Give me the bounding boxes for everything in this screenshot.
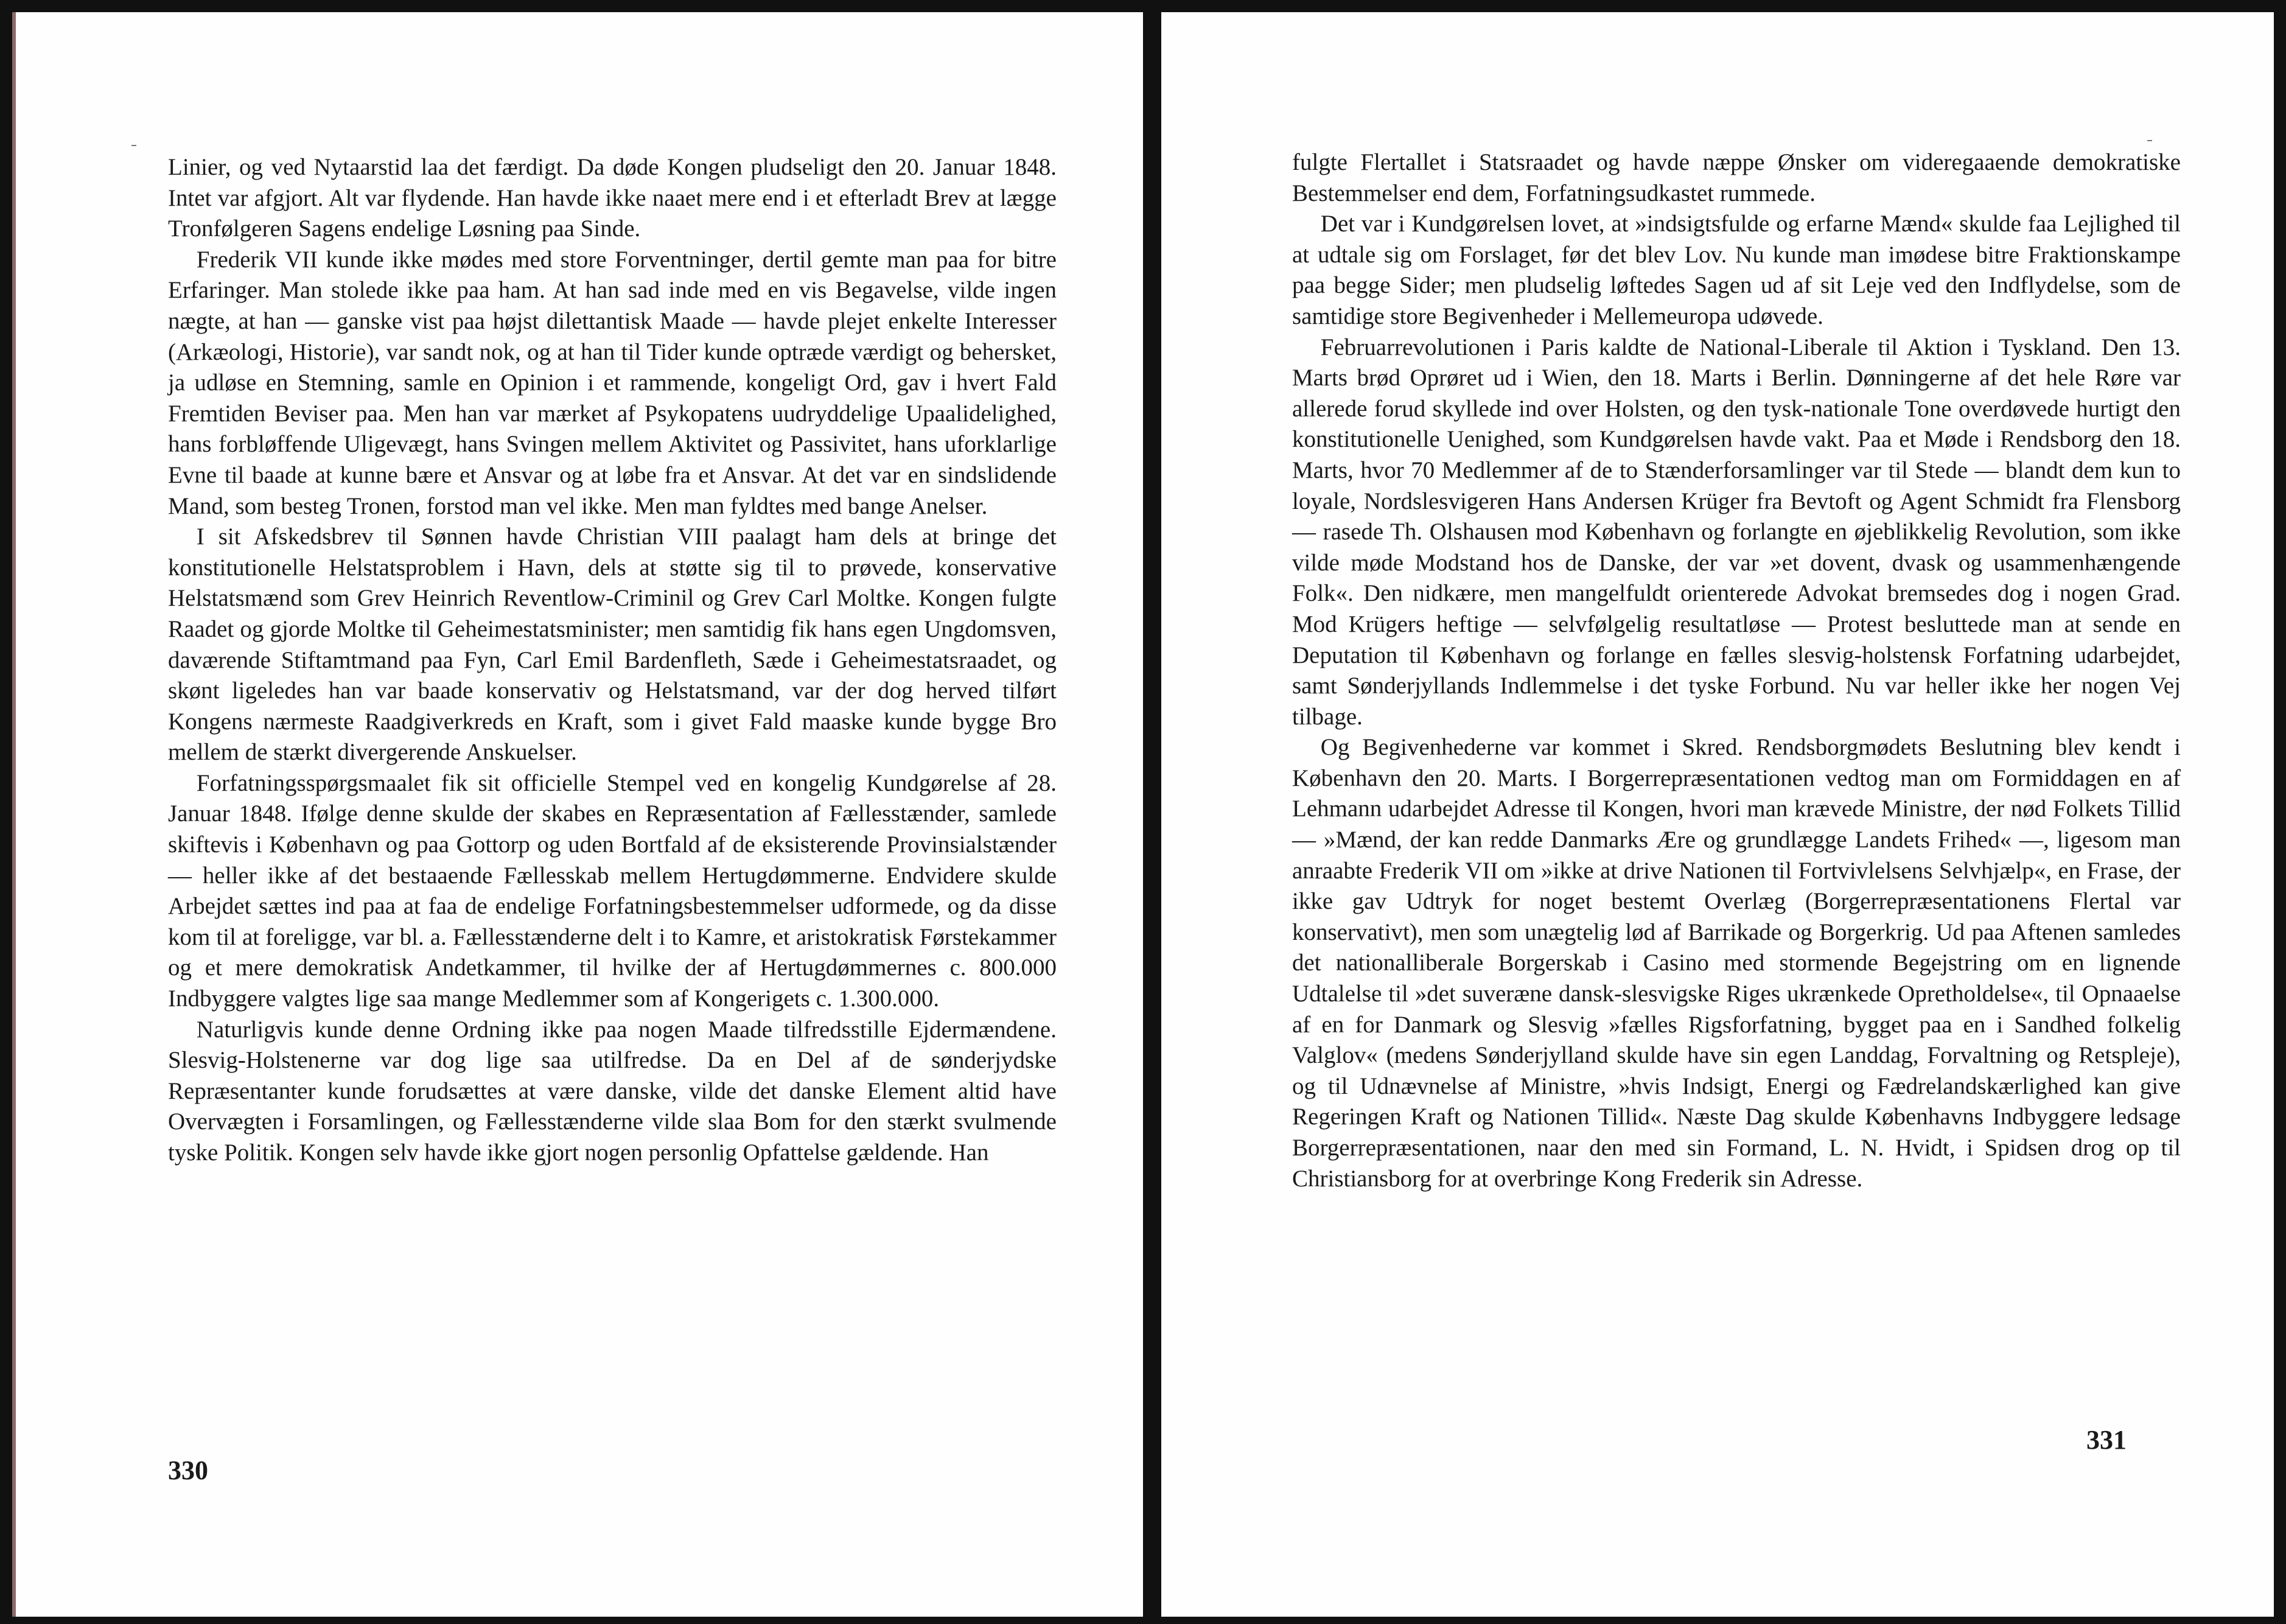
- page-number: 331: [2086, 1425, 2127, 1455]
- margin-mark: [2147, 140, 2152, 141]
- paragraph: Naturligvis kunde denne Ordning ikke paa nogen Maade tilfredsstille Ejdermændene. Slesvig-Holstenerne var dog lige saa utilfredse. Da en Del af de sønderjydske Repræsentanter kunde forudsættes at være danske, vilde det danske Element altid have Overvægten i Forsamlingen, og Fællesstænderne vilde slaa Bom for den stærkt svulmende tyske Politik. Kongen selv havde ikke gjort nogen personlig Opfattelse gældende. Han: [168, 1016, 1057, 1166]
- right-text-column: [1292, 147, 2181, 1194]
- paragraph: Frederik VII kunde ikke mødes med store Forventninger, dertil gemte man paa for bitre Erfaringer. Man stolede ikke paa ham. At han sad inde med en vis Begavelse, vilde ingen nægte, at han — ganske vist paa højst dilettantisk Maade — havde plejet enkelte Interesser (Arkæologi, Historie), var sandt nok, og at han til Tider kunde optræde værdigt og behersket, ja udløse en Stemning, samle en Opinion i et rammende, kongeligt Ord, gav i hvert Fald Fremtiden Beviser paa. Men han var mærket af Psykopatens uudryddelige Upaalidelighed, hans forbløffende Uligevægt, hans Svingen mellem Aktivitet og Passivitet, hans uforklarlige Evne til baade at kunne bære et Ansvar og at løbe fra et Ansvar. At det var en sindslidende Mand, som besteg Tronen, forstod man vel ikke. Men man fyldtes med bange Anelser.: [168, 246, 1057, 519]
- margin-mark: [131, 145, 136, 146]
- paragraph: Februarrevolutionen i Paris kaldte de National-Liberale til Aktion i Tyskland. Den 13. Marts brød Oprøret ud i Wien, den 18. Marts i Berlin. Dønningerne af det hele Røre var allerede forud skyllede ind over Holsten, og den tysk-nationale Tone overdøvede hurtigt den konstitutionelle Uenighed, som Kundgørelsen havde vakt. Paa et Møde i Rendsborg den 18. Marts, hvor 70 Medlemmer af de to Stænderforsamlinger var til Stede — blandt dem kun to loyale, Nordslesvigeren Hans Andersen Krüger fra Bevtoft og Agent Schmidt fra Flensborg — rasede Th. Olshausen mod København og forlangte en øjeblikkelig Revolution, som ikke vilde møde Modstand hos de Danske, der var »et dovent, dvask og usammenhængende Folk«. Den nidkære, men mangelfuldt orienterede Advokat bremsedes dog i nogen Grad. Mod Krügers heftige — selvfølgelig resultatløse — Protest besluttede man at sende en Deputation til København og forlange en fælles slesvig-holstensk Forfatning udarbejdet, samt Sønderjyllands Indlemmelse i det tyske Forbund. Nu var heller ikke her nogen Vej tilbage.: [1292, 334, 2181, 730]
- paragraph: fulgte Flertallet i Statsraadet og havde næppe Ønsker om videregaaende demokratiske Bestemmelser end dem, Forfatningsudkastet rummede.: [1292, 149, 2181, 206]
- left-text-column: [168, 152, 1057, 1169]
- paragraph: I sit Afskedsbrev til Sønnen havde Christian VIII paalagt ham dels at bringe det konstitutionelle Helstatsproblem i Havn, dels at støtte sig til to prøvede, konservative Helstatsmænd som Grev Heinrich Reventlow-Criminil og Grev Carl Moltke. Kongen fulgte Raadet og gjorde Moltke til Geheimestatsminister; men samtidig fik hans egen Ungdomsven, daværende Stiftamtmand paa Fyn, Carl Emil Bardenfleth, Sæde i Geheimestatsraadet, og skønt ligeledes han var baade konservativ og Helstatsmand, var der dog herved tilført Kongens nærmeste Raadgiverkreds en Kraft, som i givet Fald maaske kunde bygge Bro mellem de stærkt divergerende Anskuelser.: [168, 523, 1057, 766]
- paragraph: Og Begivenhederne var kommet i Skred. Rendsborgmødets Beslutning blev kendt i København den 20. Marts. I Borgerrepræsentationen vedtog man om Formiddagen en af Lehmann udarbejdet Adresse til Kongen, hvori man krævede Ministre, der nød Folkets Tillid — »Mænd, der kan redde Danmarks Ære og grundlægge Landets Frihed« —, ligesom man anraabte Frederik VII om »ikke at drive Nationen til Fortvivlelsens Selvhjælp«, en Frase, der ikke gav Udtryk for noget bestemt Overlæg (Borgerrepræsentationens Flertal var konservativt), men som unægtelig lød af Barrikade og Borgerkrig. Ud paa Aftenen samledes det nationalliberale Borgerskab i Casino med stormende Begejstring om en lignende Udtalelse til »det suveræne dansk-slesvigske Riges ukrænkede Opretholdelse«, til Opnaaelse af en for Danmark og Slesvig »fælles Rigsforfatning, bygget paa en i Sandhed folkelig Valglov« (medens Sønderjylland skulde have sin egen Landdag, Forvaltning og Retspleje), og til Udnævnelse af Ministre, »hvis Indsigt, Energi og Fædrelandskærlighed kan give Regeringen Kraft og Nationen Tillid«. Næste Dag skulde Københavns Indbyggere ledsage Borgerrepræsentationen, naar den med sin Formand, L. N. Hvidt, i Spidsen drog op til Christiansborg for at overbringe Kong Frederik sin Adresse.: [1292, 734, 2181, 1192]
- page-number: 330: [168, 1455, 208, 1485]
- right-page: [1161, 12, 2274, 1617]
- paragraph: Det var i Kundgørelsen lovet, at »indsigtsfulde og erfarne Mænd« skulde faa Lejlighed til at udtale sig om Forslaget, før det blev Lov. Nu kunde man imødese bitre Fraktionskampe paa begge Sider; men pludselig løftedes Sagen ud af sit Leje ved den Indflydelse, som de samtidige store Begivenheder i Mellemeuropa udøvede.: [1292, 211, 2181, 329]
- paragraph: Linier, og ved Nytaarstid laa det færdigt. Da døde Kongen pludseligt den 20. Januar 1848. Intet var afgjort. Alt var flydende. Han havde ikke naaet mere end i et efterladt Brev at lægge Tronfølgeren Sagens endelige Løsning paa Sinde.: [168, 154, 1057, 242]
- paragraph: Forfatningsspørgsmaalet fik sit officielle Stempel ved en kongelig Kundgørelse af 28. Januar 1848. Ifølge denne skulde der skabes en Repræsentation af Fællesstænder, samlede skiftevis i København og paa Gottorp og uden Bortfald af de eksisterende Provinsialstænder — heller ikke af det bestaaende Fællesskab mellem Hertugdømmerne. Endvidere skulde Arbejdet sættes ind paa at faa de endelige Forfatningsbestemmelser udformede, og da disse kom til at foreligge, var bl. a. Fællesstænderne delt i to Kamre, et aristokratisk Førstekammer og et mere demokratisk Andetkammer, til hvilke der af Hertugdømmernes c. 800.000 Indbyggere valgtes lige saa mange Medlemmer som af Kongerigets c. 1.300.000.: [168, 769, 1057, 1012]
- left-page: [12, 12, 1143, 1617]
